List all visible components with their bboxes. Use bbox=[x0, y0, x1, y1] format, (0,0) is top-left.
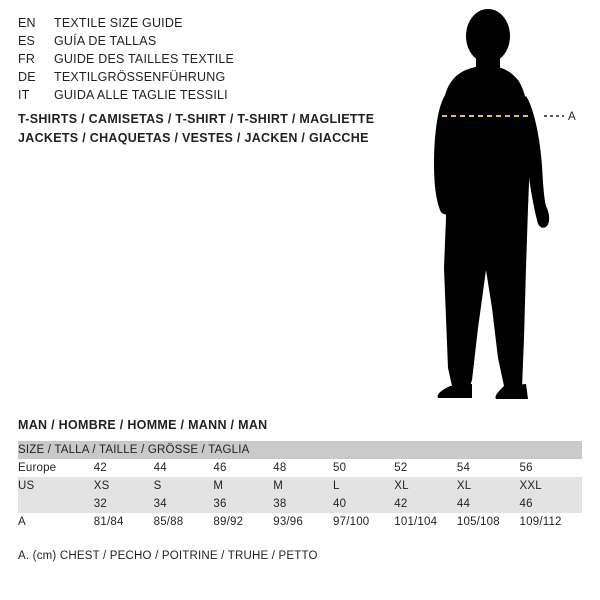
cell-value: 48 bbox=[273, 459, 333, 477]
legend-text: GUIDA ALLE TAGLIE TESSILI bbox=[54, 88, 228, 102]
cell-value: L bbox=[333, 477, 394, 495]
chest-callout-label: A bbox=[568, 111, 577, 123]
cell-value: XL bbox=[457, 477, 520, 495]
language-legend bbox=[18, 14, 378, 104]
legend-code: ES bbox=[18, 34, 36, 48]
cell-value: 42 bbox=[94, 459, 154, 477]
cell-value: 81/84 bbox=[94, 513, 154, 531]
legend-row bbox=[18, 68, 378, 86]
table-header-label: SIZE / TALLA / TAILLE / GRÖSSE / TAGLIA bbox=[18, 441, 582, 459]
cell-value: S bbox=[154, 477, 214, 495]
cell-value: 52 bbox=[394, 459, 457, 477]
legend-text: TEXTILE SIZE GUIDE bbox=[54, 16, 183, 30]
cell-value: 34 bbox=[154, 495, 214, 513]
cell-value: 42 bbox=[394, 495, 457, 513]
cell-value: 97/100 bbox=[333, 513, 394, 531]
cell-value: 54 bbox=[457, 459, 520, 477]
legend-row bbox=[18, 86, 378, 104]
legend-row bbox=[18, 50, 378, 68]
garment-line-jackets: JACKETS / CHAQUETAS / VESTES / JACKEN / GIACCHE bbox=[18, 131, 369, 145]
cell-value: 101/104 bbox=[394, 513, 457, 531]
cell-value: 44 bbox=[154, 459, 214, 477]
cell-value: 93/96 bbox=[273, 513, 333, 531]
cell-value: 36 bbox=[213, 495, 273, 513]
cell-value: 50 bbox=[333, 459, 394, 477]
cell-value: 46 bbox=[520, 495, 582, 513]
cell-value: 38 bbox=[273, 495, 333, 513]
legend-code: IT bbox=[18, 88, 30, 102]
legend-text: TEXTILGRÖSSENFÜHRUNG bbox=[54, 70, 226, 84]
cell-value: 105/108 bbox=[457, 513, 520, 531]
cell-value: 56 bbox=[520, 459, 582, 477]
cell-value: 109/112 bbox=[520, 513, 582, 531]
cell-value: 89/92 bbox=[213, 513, 273, 531]
male-silhouette-icon bbox=[400, 8, 600, 408]
figure-illustration bbox=[400, 8, 600, 408]
cell-value: XL bbox=[394, 477, 457, 495]
table-row bbox=[18, 495, 582, 513]
row-label: US bbox=[18, 477, 94, 495]
cell-value: 40 bbox=[333, 495, 394, 513]
cell-value: XXL bbox=[520, 477, 582, 495]
garment-headings bbox=[18, 110, 418, 148]
legend-code: FR bbox=[18, 52, 36, 66]
table-row bbox=[18, 459, 582, 477]
cell-value: 44 bbox=[457, 495, 520, 513]
legend-code: DE bbox=[18, 70, 36, 84]
size-table bbox=[18, 441, 582, 531]
row-label: A bbox=[18, 513, 94, 531]
table-row bbox=[18, 477, 582, 495]
legend-row bbox=[18, 14, 378, 32]
legend-text: GUIDE DES TAILLES TEXTILE bbox=[54, 52, 235, 66]
table-row bbox=[18, 513, 582, 531]
legend-text: GUÍA DE TALLAS bbox=[54, 34, 157, 48]
table-header-row bbox=[18, 441, 582, 459]
cell-value: XS bbox=[94, 477, 154, 495]
row-label: Europe bbox=[18, 459, 94, 477]
legend-code: EN bbox=[18, 16, 36, 30]
cell-value: 32 bbox=[94, 495, 154, 513]
cell-value: 46 bbox=[213, 459, 273, 477]
legend-row bbox=[18, 32, 378, 50]
cell-value: M bbox=[273, 477, 333, 495]
table-title-man: MAN / HOMBRE / HOMME / MANN / MAN bbox=[18, 418, 268, 432]
row-label bbox=[18, 495, 94, 513]
table-footnote: A. (cm) CHEST / PECHO / POITRINE / TRUHE / PETTO bbox=[18, 550, 318, 562]
cell-value: 85/88 bbox=[154, 513, 214, 531]
cell-value: M bbox=[213, 477, 273, 495]
garment-line-tshirts: T-SHIRTS / CAMISETAS / T-SHIRT / T-SHIRT / MAGLIETTE bbox=[18, 112, 375, 126]
